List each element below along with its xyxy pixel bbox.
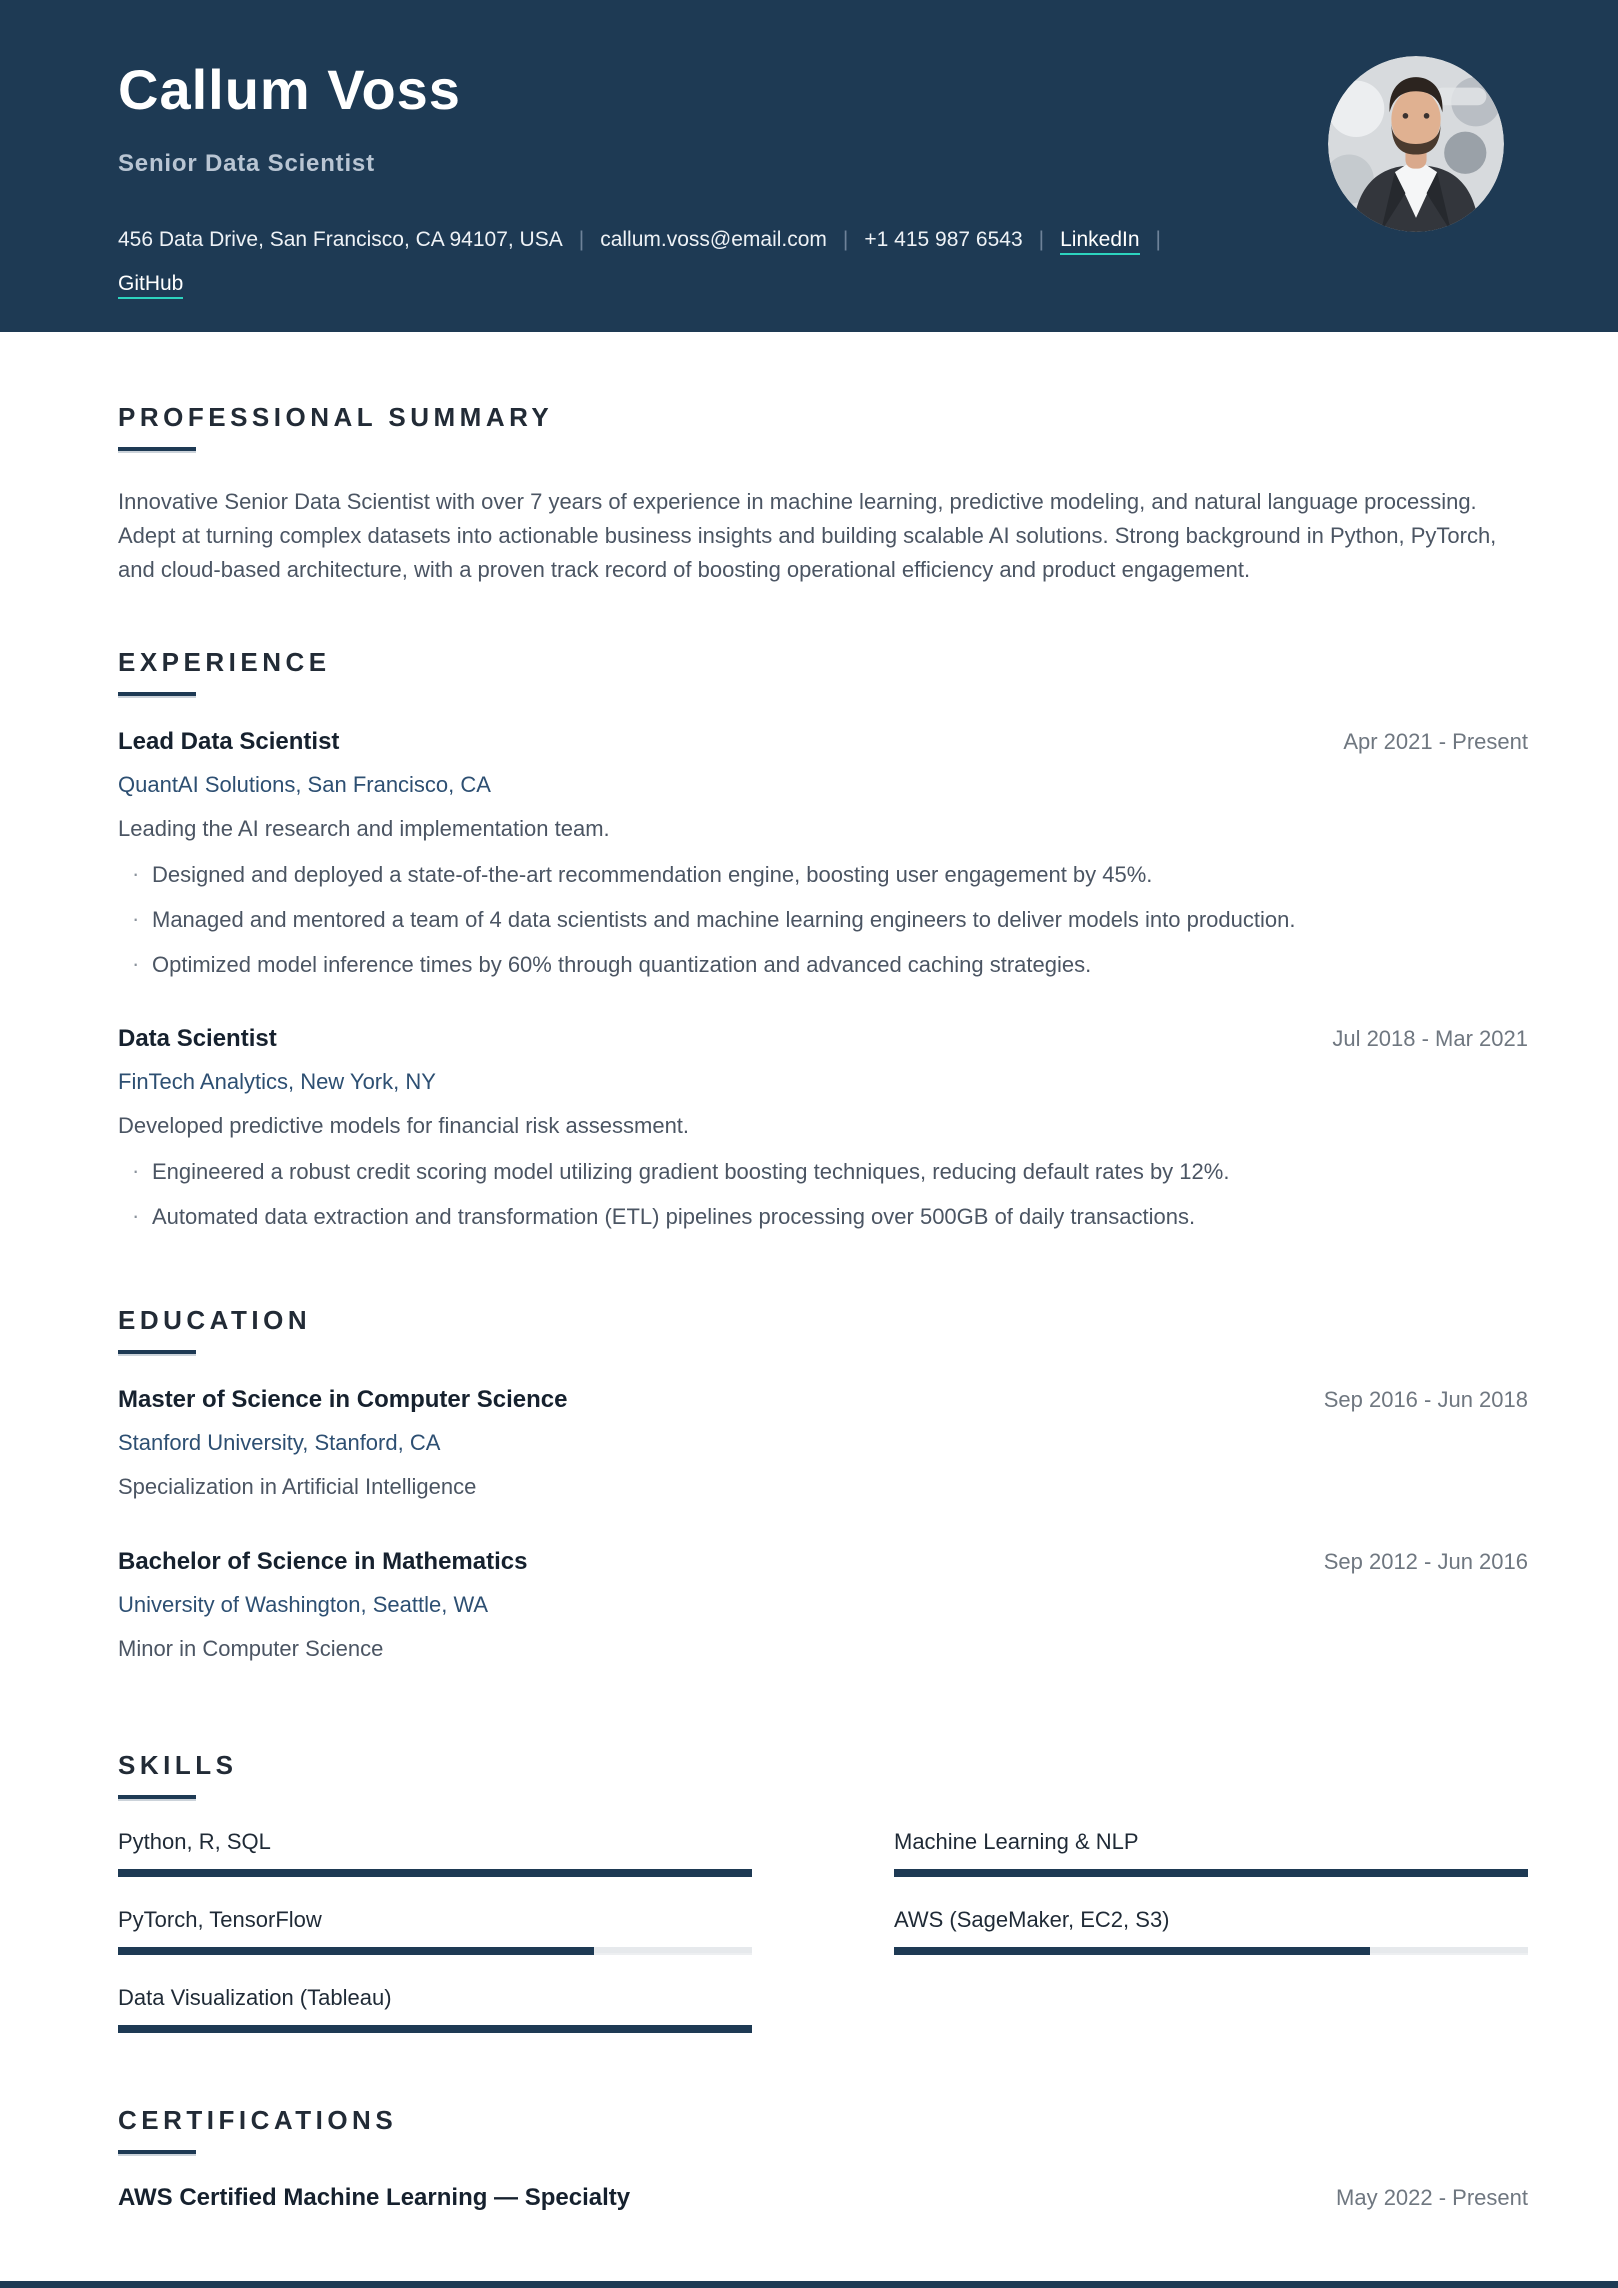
- education-heading: EDUCATION: [118, 1305, 312, 1336]
- job-description: Developed predictive models for financial risk assessment.: [118, 1113, 690, 1139]
- resume-body: [0, 332, 1618, 2212]
- heading-rule: [118, 1795, 196, 1801]
- person-name: Callum Voss: [118, 58, 461, 121]
- contact-line: [118, 218, 1258, 306]
- skills-grid: [118, 1829, 1528, 2033]
- skill-item: [894, 1907, 1528, 1955]
- separator: |: [1155, 228, 1161, 251]
- degree-note: Minor in Computer Science: [118, 1636, 384, 1662]
- degree-school: University of Washington, Seattle, WA: [118, 1592, 489, 1618]
- skill-item: [118, 1829, 752, 1877]
- experience-heading: EXPERIENCE: [118, 647, 331, 678]
- job-company: FinTech Analytics, New York, NY: [118, 1069, 436, 1095]
- certifications-heading: CERTIFICATIONS: [118, 2105, 398, 2136]
- person-title: Senior Data Scientist: [118, 150, 375, 177]
- section-certifications: [118, 2105, 1528, 2212]
- job-bullet: · Optimized model inference times by 60% through quantization and advanced caching strategies.: [118, 948, 1528, 981]
- page-break-bar: [0, 2281, 1618, 2288]
- skill-item: [118, 1985, 752, 2033]
- job-title: Lead Data Scientist: [118, 728, 340, 756]
- section-skills: [118, 1750, 1528, 2033]
- contact-phone: +1 415 987 6543: [864, 228, 1023, 251]
- skill-label: Machine Learning & NLP: [894, 1829, 1139, 1855]
- job-bullet: · Designed and deployed a state-of-the-art recommendation engine, boosting user engagement by 45%.: [118, 858, 1528, 891]
- job-description: Leading the AI research and implementation team.: [118, 816, 610, 842]
- degree-school: Stanford University, Stanford, CA: [118, 1430, 441, 1456]
- section-experience: [118, 647, 1528, 1233]
- separator: |: [1038, 228, 1045, 251]
- summary-text: Innovative Senior Data Scientist with over 7 years of experience in machine learning, predictive modeling, and natural language processing. Adept at turning complex datasets into actionable business insights and building scalable AI solutions. Strong background in Python, PyTorch, and cloud-based architecture, with a proven track record of boosting operational efficiency and product engagement.: [118, 489, 1497, 583]
- separator: |: [578, 228, 585, 251]
- contact-address: 456 Data Drive, San Francisco, CA 94107, USA: [118, 228, 563, 251]
- heading-rule: [118, 2150, 196, 2156]
- job-entry: [118, 1025, 1528, 1233]
- degree-entry: [118, 1548, 1528, 1662]
- skill-bar: [894, 1947, 1528, 1955]
- heading-rule: [118, 447, 196, 453]
- job-bullet: · Managed and mentored a team of 4 data scientists and machine learning engineers to deliver models into production.: [118, 903, 1528, 936]
- summary-heading: PROFESSIONAL SUMMARY: [118, 402, 554, 432]
- skill-label: AWS (SageMaker, EC2, S3): [894, 1907, 1170, 1933]
- skill-label: PyTorch, TensorFlow: [118, 1907, 322, 1933]
- heading-rule: [118, 692, 196, 698]
- heading-rule: [118, 1350, 196, 1356]
- degree-note: Specialization in Artificial Intelligence: [118, 1474, 477, 1500]
- job-dates: Jul 2018 - Mar 2021: [1332, 1026, 1528, 1052]
- skill-bar-fill: [118, 2025, 752, 2033]
- section-summary: [118, 402, 1528, 587]
- contact-email: callum.voss@email.com: [600, 228, 827, 251]
- certification-name: AWS Certified Machine Learning — Specialty: [118, 2184, 631, 2212]
- job-bullets: [118, 1155, 1528, 1233]
- skills-heading: SKILLS: [118, 1750, 238, 1781]
- skill-bar: [118, 2025, 752, 2033]
- job-bullets: [118, 858, 1528, 981]
- skill-item: [118, 1907, 752, 1955]
- section-education: [118, 1305, 1528, 1662]
- profile-photo: [1328, 56, 1504, 232]
- header-band: [0, 0, 1618, 332]
- skill-bar-fill: [894, 1869, 1528, 1877]
- skill-label: Python, R, SQL: [118, 1829, 271, 1855]
- job-bullet: · Automated data extraction and transformation (ETL) pipelines processing over 500GB of daily transactions.: [118, 1200, 1528, 1233]
- degree-title: Master of Science in Computer Science: [118, 1386, 568, 1414]
- job-title: Data Scientist: [118, 1025, 277, 1053]
- skill-bar: [118, 1947, 752, 1955]
- skill-label: Data Visualization (Tableau): [118, 1985, 392, 2011]
- profile-photo-image: [1328, 56, 1504, 232]
- github-link[interactable]: GitHub: [118, 272, 183, 299]
- certification-entry: [118, 2184, 1528, 2212]
- degree-title: Bachelor of Science in Mathematics: [118, 1548, 528, 1576]
- skill-bar-fill: [118, 1947, 594, 1955]
- degree-dates: Sep 2016 - Jun 2018: [1323, 1387, 1528, 1413]
- certification-dates: May 2022 - Present: [1336, 2185, 1528, 2211]
- job-entry: [118, 728, 1528, 981]
- job-bullet: · Engineered a robust credit scoring model utilizing gradient boosting techniques, reducing default rates by 12%.: [118, 1155, 1528, 1188]
- skill-bar-fill: [118, 1869, 752, 1877]
- skill-bar: [118, 1869, 752, 1877]
- skill-bar: [894, 1869, 1528, 1877]
- degree-dates: Sep 2012 - Jun 2016: [1323, 1549, 1528, 1575]
- degree-entry: [118, 1386, 1528, 1500]
- linkedin-link[interactable]: LinkedIn: [1060, 228, 1139, 255]
- skill-bar-fill: [894, 1947, 1370, 1955]
- skill-item: [894, 1829, 1528, 1877]
- job-dates: Apr 2021 - Present: [1343, 729, 1528, 755]
- separator: |: [842, 228, 849, 251]
- job-company: QuantAI Solutions, San Francisco, CA: [118, 772, 491, 798]
